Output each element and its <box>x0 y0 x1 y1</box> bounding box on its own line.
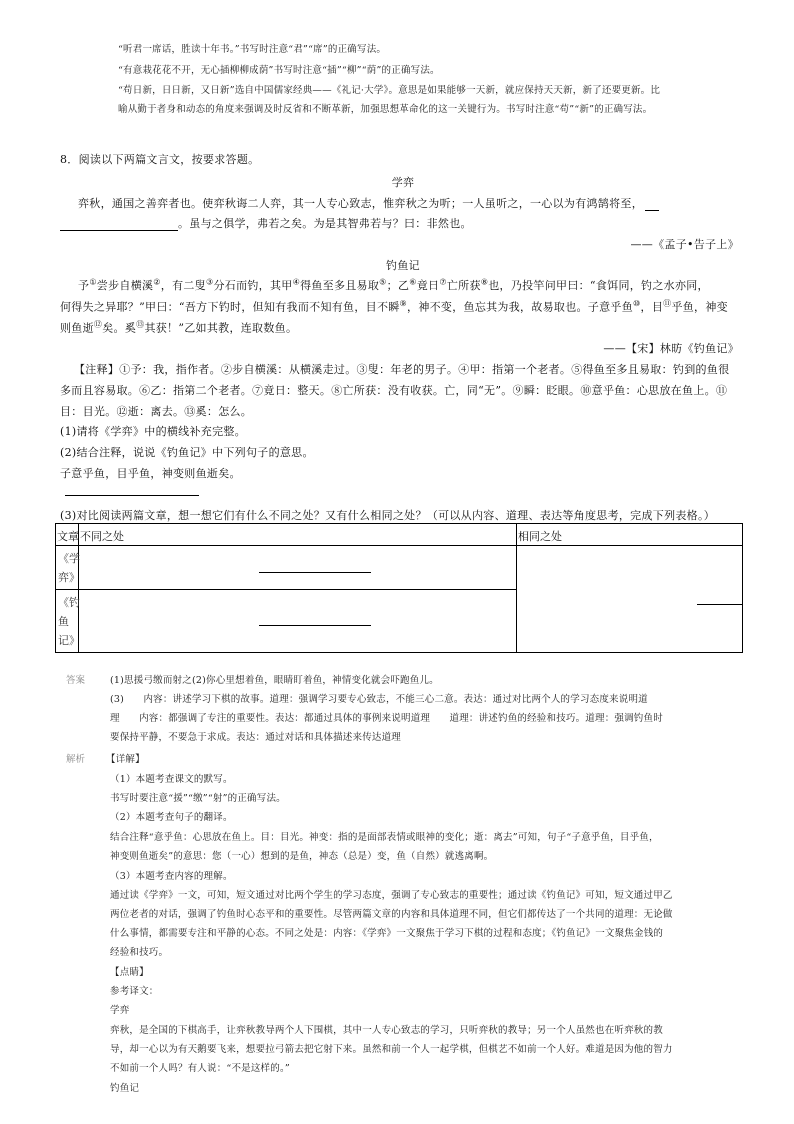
analysis-line: 弈秋，是全国的下棋高手，让弈秋教导两个人下围棋，其中一人专心致志的学习，只听弈秋的教导；另一个人虽然也在听弈秋的教 <box>110 1025 663 1036</box>
note-marker: ⑬ <box>136 320 145 329</box>
analysis-line: （2）本题考查句子的翻译。 <box>110 812 233 823</box>
text2-line1 <box>78 277 709 293</box>
analysis-line: 钓鱼记 <box>110 1083 140 1094</box>
analysis-line: 经验和技巧。 <box>110 947 169 958</box>
analysis-line: 什么事情，都需要专注和平静的心态。不同之处是：内容：《学弈》一文聚焦于学习下棋的过程和态度；《钓鱼记》一文聚焦金钱的 <box>110 928 664 939</box>
text-span: 则鱼逝 <box>60 321 94 335</box>
note-marker: ③ <box>205 277 214 287</box>
text1-title: 学弈 <box>391 176 415 189</box>
fill-blank[interactable] <box>645 198 659 211</box>
row-label-part: 记》 <box>58 634 80 647</box>
analysis-line: 导，却一心以为有天鹅要飞来，想要拉弓箭去把它射下来。虽然和前一个人一起学棋，但棋艺不如前一个人好。难道是因为他的智力 <box>110 1044 673 1055</box>
text-span: 也，乃投竿问甲曰：“食饵同，钓之水亦同， <box>488 279 709 292</box>
analysis-line: 不如前一个人吗？有人说：“不是这样的。” <box>110 1063 290 1074</box>
row-label-part: 《钓 <box>58 596 80 609</box>
analysis-line: 神变则鱼逝矣”的意思：您（一心）想到的是鱼，神态（总是）变，鱼（自然）就逃离啊。 <box>110 851 494 862</box>
text-span: 得鱼至多且易取 <box>300 279 380 292</box>
note-marker: ⑨ <box>399 299 408 308</box>
analysis-line: 【点睛】 <box>110 967 149 978</box>
text1-line2 <box>60 215 472 231</box>
analysis-line: 【详解】 <box>106 754 145 765</box>
answer-line: 要保持平静，不要急于求成。表达：通过对话和具体描述来传达道理 <box>110 732 402 743</box>
analysis-line: 通过读《学弈》一文，可知，短文通过对比两个学生的学习态度，强调了专心致志的重要性；通过读《钓鱼记》可知，短文通过甲乙 <box>110 890 673 901</box>
question-title: 8．阅读以下两篇文言文，按要求答题。 <box>60 153 260 166</box>
sub-question-2: (2)结合注释，说说《钓鱼记》中下列句子的意思。 <box>60 446 314 459</box>
text-span: 矣。奚 <box>102 321 137 335</box>
text-span: 何得失之异耶？”甲曰：“吾方下钓时，但知有我而不知有鱼，目不瞬 <box>60 300 400 314</box>
text-span: 尝步自横溪 <box>96 279 154 292</box>
analysis-line: （3）本题考查内容的理解。 <box>110 871 233 882</box>
table-header: 文章 <box>57 530 79 543</box>
note-marker: ④ <box>292 277 301 287</box>
note-marker: ① <box>89 277 97 287</box>
note-marker: ⑧ <box>480 277 489 287</box>
table-answer-blank[interactable] <box>259 625 371 626</box>
top-note: “苟日新，日日新，又日新”选自中国儒家经典——《礼记·大学》。意思是如果能够一天新，就应保持天天新，新了还要更新。比 <box>118 85 661 96</box>
note-marker: ⑩ <box>633 299 641 308</box>
sub-question-3: (3)对比阅读两篇文章，想一想它们有什么不同之处？又有什么相同之处？（可以从内容、道理、表达等角度思考，完成下列表格。） <box>60 509 716 522</box>
notes-line: 【注释】①予：我，指作者。②步自横溪：从横溪走过。③叟：年老的男子。④甲：指第一个老者。⑤得鱼至多且易取：钓到的鱼很 <box>74 363 730 376</box>
text1-line1-text: 弈秋，通国之善弈者也。使弈秋诲二人弈，其一人专心致志，惟弈秋之为听；一人虽听之，一心以为有鸿鹄将至， <box>78 197 643 210</box>
text2-line2 <box>60 298 728 315</box>
fill-blank[interactable] <box>60 218 178 231</box>
text-span: 分石而钓，其甲 <box>213 279 293 292</box>
text1-line1 <box>78 195 659 211</box>
top-note: 喻从勤于者身和动态的角度来强调及时反省和不断革新，加强思想革命化的这一关键行为。书写时注意“苟”“新”的正确写法。 <box>118 104 653 115</box>
sub-question-1: (1)请将《学弈》中的横线补充完整。 <box>60 425 246 438</box>
row-label-part: 弈》 <box>58 571 80 584</box>
text-span: ，神不变，鱼忘其为我，故易取也。子意乎鱼 <box>407 300 634 314</box>
notes-line: 多而且容易取。⑥乙：指第二个老者。⑦竟日：整天。⑧亡所获：没有收获。亡，同“无”。⑨瞬：眨眼。⑩意乎鱼：心思放在鱼上。⑪ <box>60 384 728 397</box>
analysis-line: （1）本题考查课文的默写。 <box>110 774 233 785</box>
row-label <box>58 549 80 587</box>
text1-source: ——《孟子•告子上》 <box>630 238 739 251</box>
note-marker: ⑫ <box>93 320 103 329</box>
text-span: 乎鱼，神变 <box>671 300 728 314</box>
analysis-line: 书写时要注意“援”“缴”“射”的正确写法。 <box>110 793 286 804</box>
table-answer-blank[interactable] <box>697 604 742 605</box>
analysis-label: 解析 <box>66 754 86 765</box>
note-marker: ⑤ <box>379 277 387 287</box>
row-label <box>58 593 80 650</box>
sub-question-2-sentence: 子意乎鱼，目乎鱼，神变则鱼逝矣。 <box>60 467 241 480</box>
note-marker: ⑦ <box>439 277 447 287</box>
answer-line: (1)思援弓缴而射之(2)你心里想着鱼，眼睛盯着鱼，神情变化就会吓跑鱼儿。 <box>110 675 439 686</box>
answer-line: (3) 内容：讲述学习下棋的故事。道理：强调学习要专心致志，不能三心二意。表达：通过对比两个人的学习态度来说明道 <box>110 694 648 705</box>
text2-line3 <box>60 319 297 336</box>
note-marker: ⑪ <box>663 299 672 308</box>
comparison-table <box>55 523 743 653</box>
analysis-line: 两位老者的对话，强调了钓鱼时心态平和的重要性。尽管两篇文章的内容和具体道理不同，但它们都传达了一个共同的道理：无论做 <box>110 909 673 920</box>
text-span: 亡所获 <box>446 279 481 292</box>
top-note: “有意栽花花不开，无心插柳柳成荫”书写时注意“插”“柳”“荫”的正确写法。 <box>118 65 440 76</box>
row-label-part: 鱼 <box>58 615 69 628</box>
table-answer-blank[interactable] <box>259 572 371 573</box>
analysis-line: 结合注释“意乎鱼：心思放在鱼上。目：目光。神变：指的是面部表情或眼神的变化；逝：离去”可知，句子“子意乎鱼，目乎鱼， <box>110 832 659 843</box>
top-note: “听君一席话，胜读十年书。”书写时注意“君”“席”的正确写法。 <box>118 44 387 55</box>
notes-line: 目：目光。⑫逝：离去。⑬奚：怎么。 <box>60 405 253 418</box>
text-span: 竟日 <box>416 279 440 292</box>
text-span: ，有二叟 <box>160 279 206 292</box>
row-label-part: 《学 <box>58 552 80 565</box>
table-header: 不同之处 <box>80 530 124 543</box>
text-span: 其获！”乙如其教，连取数鱼。 <box>144 321 298 335</box>
note-marker: ⑥ <box>409 277 417 287</box>
answer-line: 理 内容：都强调了专注的重要性。表达：都通过具体的事例来说明道理 道理：讲述钓鱼的经验和技巧。道理：强调钓鱼时 <box>110 713 663 724</box>
text-span: 予 <box>78 279 90 292</box>
table-header: 相同之处 <box>518 530 562 543</box>
note-marker: ② <box>153 277 161 287</box>
answer-label: 答案 <box>66 675 86 686</box>
analysis-line: 参考译文： <box>110 986 159 997</box>
answer-blank[interactable] <box>65 485 199 496</box>
text1-line2-text: 。虽与之俱学，弗若之矣。为是其智弗若与？曰：非然也。 <box>178 217 472 230</box>
text-span: ，目 <box>640 300 664 314</box>
text2-title: 钓鱼记 <box>386 259 420 272</box>
text2-source: ——【宋】林昉《钓鱼记》 <box>603 342 739 355</box>
analysis-line: 学弈 <box>110 1005 130 1016</box>
text-span: ；乙 <box>386 279 410 292</box>
